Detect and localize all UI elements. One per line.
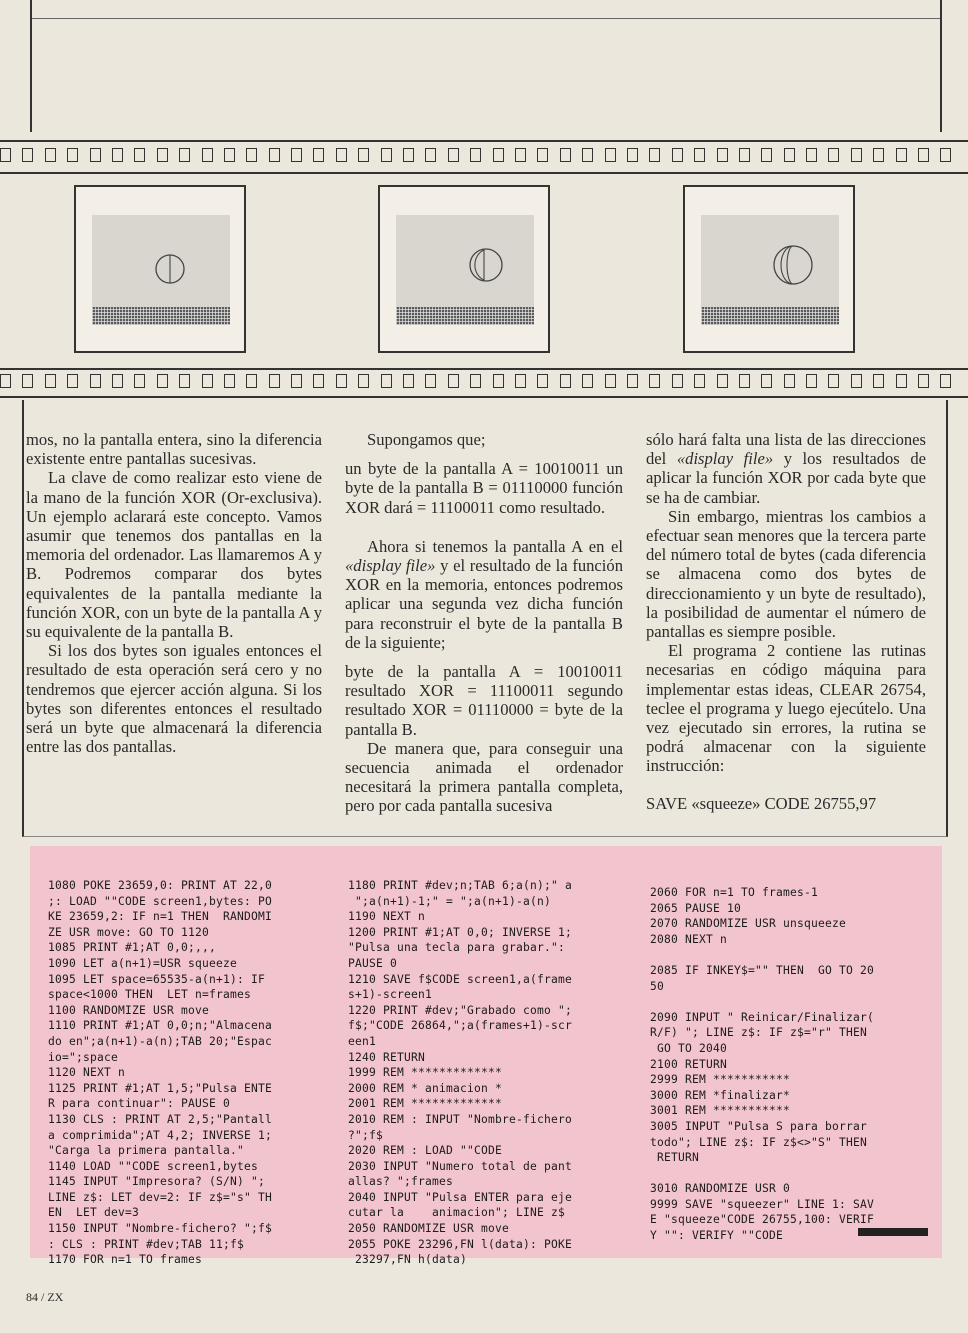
film-hole	[940, 374, 951, 388]
film-hole	[246, 374, 257, 388]
film-hole	[851, 374, 862, 388]
film-hole	[381, 148, 392, 162]
code-line: s+1)-screen1	[348, 988, 433, 1002]
code-line: PAUSE 0	[348, 956, 398, 970]
film-hole	[403, 374, 414, 388]
code-line: "Carga la primera pantalla."	[48, 1144, 245, 1158]
code-line: 2050 RANDOMIZE USR move	[348, 1222, 510, 1236]
film-hole	[0, 148, 11, 162]
article-column-1	[26, 430, 322, 756]
listing-gap	[650, 947, 874, 963]
film-hole	[336, 374, 347, 388]
circle-figure	[396, 215, 534, 307]
circle-figure	[701, 215, 839, 307]
code-line: 1110 PRINT #1;AT 0,0;n;"Almacena	[48, 1019, 273, 1033]
film-hole	[448, 374, 459, 388]
code-line: EN LET dev=3	[48, 1206, 140, 1220]
code-line: a comprimida";AT 4,2; INVERSE 1;	[48, 1128, 273, 1142]
film-hole	[224, 374, 235, 388]
code-line: 1095 LET space=65535-a(n+1): IF	[48, 972, 266, 986]
code-line: RETURN	[650, 1151, 700, 1165]
film-hole	[739, 374, 750, 388]
code-line: KE 23659,2: IF n=1 THEN RANDOMI	[48, 910, 273, 924]
film-hole	[828, 148, 839, 162]
film-hole	[22, 374, 33, 388]
listing-column-3	[650, 885, 874, 1244]
film-hole	[806, 148, 817, 162]
code-line: 2090 INPUT " Reinicar/Finalizar(	[650, 1010, 875, 1024]
film-frame-1	[74, 185, 246, 353]
film-hole	[90, 148, 101, 162]
film-frame-3	[683, 185, 855, 353]
filmstrip-border-top	[0, 140, 968, 142]
page-footer: 84 / ZX	[26, 1290, 64, 1304]
film-hole	[515, 148, 526, 162]
film-hole	[918, 148, 929, 162]
film-hole	[381, 374, 392, 388]
paragraph: mos, no la pantalla entera, sino la diferencia existente entre pantallas sucesivas.	[26, 430, 322, 469]
code-line: 1090 LET a(n+1)=USR squeeze	[48, 956, 238, 970]
film-hole	[269, 148, 280, 162]
paragraph: La clave de como realizar esto viene de la mano de la función XOR (Or-exclusiva). Un ejemplo aclarará este concepto. Vamos asumir que tenemos dos pantallas en la memoria del ordenador. Las llamaremos A y B. Podremos comparar dos bytes equivalentes de la pantalla mediante la función XOR, con un byte de la pantalla A y su equivalente de la pantalla B.	[26, 468, 322, 642]
paragraph-text: y los resultados de aplicar la función XOR por cada byte que se ha de cambiar.	[646, 449, 926, 507]
code-line: allas? ";frames	[348, 1175, 454, 1189]
code-line: 50	[650, 979, 665, 993]
film-hole	[470, 374, 481, 388]
code-line: io=";space	[48, 1050, 119, 1064]
paragraph	[646, 430, 926, 507]
film-hole	[694, 148, 705, 162]
code-line: 1145 INPUT "Impresora? (S/N) ";	[48, 1175, 266, 1189]
film-hole	[67, 374, 78, 388]
code-line: 2100 RETURN	[650, 1057, 728, 1071]
code-line: 1125 PRINT #1;AT 1,5;"Pulsa ENTE	[48, 1081, 273, 1095]
film-hole	[45, 148, 56, 162]
code-line: 2040 INPUT "Pulsa ENTER para eje	[348, 1190, 573, 1204]
film-hole	[515, 374, 526, 388]
film-hole	[560, 374, 571, 388]
film-hole	[761, 374, 772, 388]
code-line: 1170 FOR n=1 TO frames	[48, 1253, 203, 1267]
film-hole	[179, 148, 190, 162]
code-line: 2065 PAUSE 10	[650, 901, 742, 915]
screen-image	[396, 215, 534, 325]
code-line: Y "": VERIFY ""CODE	[650, 1229, 784, 1243]
code-line: 23297,FN h(data)	[348, 1253, 468, 1267]
film-hole	[112, 374, 123, 388]
filmstrip-border	[0, 368, 968, 370]
code-line: E "squeeze"CODE 26755,100: VERIF	[650, 1213, 875, 1227]
film-hole	[717, 374, 728, 388]
film-hole	[0, 374, 11, 388]
code-line: 1120 NEXT n	[48, 1066, 126, 1080]
paragraph-text: y el resultado de la función XOR en la memoria, entonces podremos aplicar una segunda vez dicha función para reconstruir el byte de la pantalla B de la siguiente;	[345, 556, 624, 652]
paragraph: un byte de la pantalla A = 10010011 un byte de la pantalla B = 01110000 función XOR dará = 11100011 como resultado.	[345, 459, 623, 517]
film-hole	[649, 374, 660, 388]
film-hole	[537, 148, 548, 162]
code-line: 1085 PRINT #1;AT 0,0;,,,	[48, 941, 217, 955]
circle-figure	[92, 215, 230, 307]
code-line: ?";f$	[348, 1128, 384, 1142]
film-hole	[873, 374, 884, 388]
film-hole	[157, 374, 168, 388]
film-hole	[425, 374, 436, 388]
code-line: 1210 SAVE f$CODE screen1,a(frame	[348, 972, 573, 986]
code-line: 1180 PRINT #dev;n;TAB 6;a(n);" a	[348, 879, 573, 892]
filmstrip-border-bottom	[0, 396, 968, 398]
article-column-2	[345, 430, 623, 816]
code-line: 2999 REM ***********	[650, 1073, 791, 1087]
film-hole	[358, 148, 369, 162]
film-hole	[157, 148, 168, 162]
code-line: ";a(n+1)-1;" = ";a(n+1)-a(n)	[348, 894, 552, 908]
film-hole	[582, 148, 593, 162]
film-hole	[649, 148, 660, 162]
screen-image	[701, 215, 839, 325]
code-line: 2055 POKE 23296,FN l(data): POKE	[348, 1237, 573, 1251]
film-frame-2	[378, 185, 550, 353]
code-line: do en";a(n+1)-a(n);TAB 20;"Espac	[48, 1034, 273, 1048]
film-hole	[291, 374, 302, 388]
code-line: 2080 NEXT n	[650, 932, 728, 946]
paragraph: Si los dos bytes son iguales entonces el resultado de esta operación será cero y no tendremos que ejercer acción alguna. Si los bytes son diferentes entonces el resultado será un byte que almacenará la diferencia entre las dos pantallas.	[26, 641, 322, 757]
film-hole	[224, 148, 235, 162]
paragraph: Supongamos que;	[367, 430, 486, 449]
code-line: 1100 RANDOMIZE USR move	[48, 1003, 210, 1017]
code-line: 1999 REM *************	[348, 1066, 503, 1080]
italic-term: «display file»	[345, 556, 436, 576]
film-hole	[313, 374, 324, 388]
code-line: 1080 POKE 23659,0: PRINT AT 22,0	[48, 879, 273, 892]
film-hole	[493, 148, 504, 162]
film-hole	[202, 374, 213, 388]
paragraph	[345, 537, 623, 652]
code-line: 1150 INPUT "Nombre-fichero? ";f$	[48, 1222, 273, 1236]
film-hole	[358, 374, 369, 388]
film-hole	[67, 148, 78, 162]
code-line: ;: LOAD ""CODE screen1,bytes: PO	[48, 894, 273, 908]
code-line: todo"; LINE z$: IF z$<>"S" THEN	[650, 1135, 868, 1149]
film-hole	[425, 148, 436, 162]
save-instruction: SAVE «squeeze» CODE 26755,97	[646, 793, 877, 813]
code-line: 1140 LOAD ""CODE screen1,bytes	[48, 1159, 259, 1173]
film-hole	[672, 374, 683, 388]
code-line: 2060 FOR n=1 TO frames-1	[650, 886, 819, 899]
film-hole	[134, 374, 145, 388]
film-hole	[694, 374, 705, 388]
code-line: 3010 RANDOMIZE USR 0	[650, 1182, 791, 1196]
film-hole	[470, 148, 481, 162]
film-hole	[179, 374, 190, 388]
code-line: een1	[348, 1034, 377, 1048]
film-hole	[828, 374, 839, 388]
film-hole	[873, 148, 884, 162]
screen-grid	[396, 307, 534, 325]
code-line: cutar la animacion"; LINE z$	[348, 1206, 566, 1220]
code-line: GO TO 2040	[650, 1041, 728, 1055]
film-hole	[22, 148, 33, 162]
film-hole	[784, 374, 795, 388]
film-hole	[112, 148, 123, 162]
code-line: 2085 IF INKEY$="" THEN GO TO 20	[650, 963, 875, 977]
code-line: 3005 INPUT "Pulsa S para borrar	[650, 1119, 868, 1133]
film-hole	[605, 148, 616, 162]
code-line: space<1000 THEN LET n=frames	[48, 988, 252, 1002]
film-hole	[627, 148, 638, 162]
paragraph-text: Ahora si tenemos la pantalla A en el	[367, 536, 623, 556]
code-line: 1240 RETURN	[348, 1050, 426, 1064]
code-line: 1130 CLS : PRINT AT 2,5;"Pantall	[48, 1112, 273, 1126]
filmstrip-holes-top	[0, 148, 968, 168]
film-hole	[291, 148, 302, 162]
code-line: 1220 PRINT #dev;"Grabado como ";	[348, 1003, 573, 1017]
film-hole	[403, 148, 414, 162]
film-hole	[851, 148, 862, 162]
article-column-3	[646, 430, 926, 813]
film-hole	[806, 374, 817, 388]
paragraph: El programa 2 contiene las rutinas necesarias en código máquina para implementar estas ideas, CLEAR 26754, teclee el programa y luego ejecútelo. Una vez ejecutado sin errores, la rutina se podrá almacenar con la siguiente instrucción:	[646, 641, 926, 776]
film-hole	[246, 148, 257, 162]
code-line: 1200 PRINT #1;AT 0,0; INVERSE 1;	[348, 925, 573, 939]
code-line: 2000 REM * animacion *	[348, 1081, 503, 1095]
film-hole	[627, 374, 638, 388]
code-line: R/F) "; LINE z$: IF z$="r" THEN	[650, 1026, 868, 1040]
film-hole	[90, 374, 101, 388]
film-hole	[739, 148, 750, 162]
film-hole	[717, 148, 728, 162]
film-hole	[448, 148, 459, 162]
film-hole	[672, 148, 683, 162]
code-line: ZE USR move: GO TO 1120	[48, 925, 210, 939]
screen-grid	[92, 307, 230, 325]
code-line: : CLS : PRINT #dev;TAB 11;f$	[48, 1237, 245, 1251]
code-line: 9999 SAVE "squeezer" LINE 1: SAV	[650, 1197, 875, 1211]
film-hole	[134, 148, 145, 162]
code-line: R para continuar": PAUSE 0	[48, 1097, 231, 1111]
listing-gap	[650, 1166, 874, 1182]
film-hole	[336, 148, 347, 162]
film-hole	[940, 148, 951, 162]
code-line: LINE z$: LET dev=2: IF z$="s" TH	[48, 1190, 273, 1204]
code-line: 3001 REM ***********	[650, 1104, 791, 1118]
film-hole	[784, 148, 795, 162]
code-line: f$;"CODE 26864,";a(frames+1)-scr	[348, 1019, 573, 1033]
code-line: 2001 REM *************	[348, 1097, 503, 1111]
screen-image	[92, 215, 230, 325]
film-hole	[896, 374, 907, 388]
film-hole	[560, 148, 571, 162]
film-hole	[896, 148, 907, 162]
code-line: 2070 RANDOMIZE USR unsqueeze	[650, 917, 847, 931]
filmstrip-border	[0, 172, 968, 174]
paragraph: De manera que, para conseguir una secuencia animada el ordenador necesitará la primera pantalla completa, pero por cada pantalla sucesiva	[345, 738, 623, 816]
code-line: 3000 REM *finalizar*	[650, 1088, 791, 1102]
listing-column-2	[348, 878, 572, 1268]
code-line: 2020 REM : LOAD ""CODE	[348, 1144, 503, 1158]
end-marker	[858, 1228, 928, 1236]
code-line: 2010 REM : INPUT "Nombre-fichero	[348, 1112, 573, 1126]
film-hole	[493, 374, 504, 388]
film-hole	[761, 148, 772, 162]
film-hole	[918, 374, 929, 388]
paragraph: Sin embargo, mientras los cambios a efectuar sean menores que la tercera parte del número total de bytes (cada diferencia se almacena como dos bytes de direccionamiento y un byte de resultado), la posibilidad de aumentar el número de pantallas es siempre posible.	[646, 506, 926, 642]
film-hole	[45, 374, 56, 388]
italic-term: «display file»	[676, 449, 774, 469]
film-hole	[582, 374, 593, 388]
paragraph-text: sólo hará falta una lista de las direcciones del	[646, 430, 926, 469]
paragraph: byte de la pantalla A = 10010011 resultado XOR = 11100011 segundo resultado XOR = 01110000 = byte de la pantalla B.	[345, 662, 623, 739]
code-line: "Pulsa una tecla para grabar.":	[348, 941, 566, 955]
listing-column-1	[48, 878, 272, 1268]
filmstrip-holes-bottom	[0, 374, 968, 394]
film-hole	[313, 148, 324, 162]
listing-gap	[650, 994, 874, 1010]
film-hole	[605, 374, 616, 388]
code-line: 2030 INPUT "Numero total de pant	[348, 1159, 573, 1173]
screen-grid	[701, 307, 839, 325]
film-hole	[537, 374, 548, 388]
film-hole	[202, 148, 213, 162]
code-line: 1190 NEXT n	[348, 910, 426, 924]
film-hole	[269, 374, 280, 388]
top-panel	[30, 0, 942, 132]
